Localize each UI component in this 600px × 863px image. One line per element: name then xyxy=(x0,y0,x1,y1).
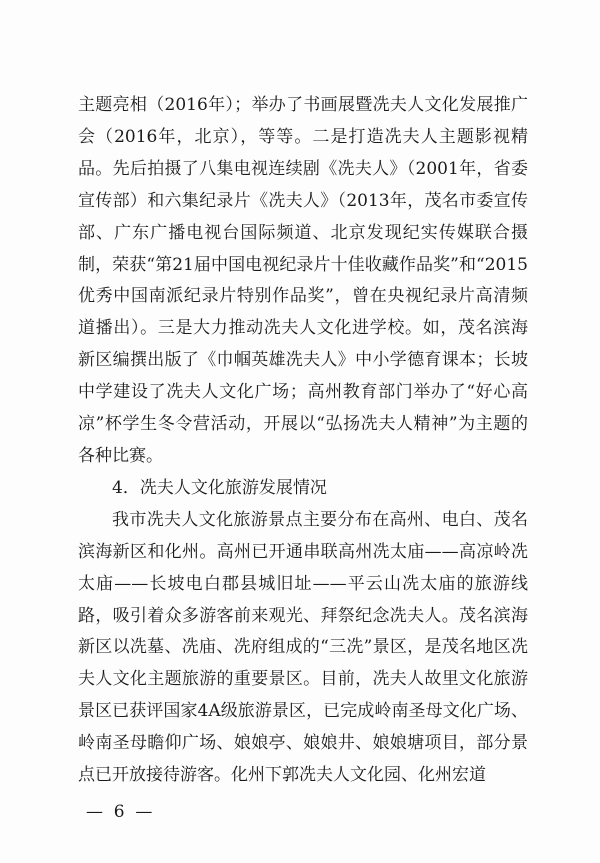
section-heading: 4．冼夫人文化旅游发展情况 xyxy=(112,477,327,498)
page-number: — 6 — xyxy=(86,802,153,822)
document-body xyxy=(78,90,528,792)
paragraph-tourism: 我市冼夫人文化旅游景点主要分布在高州、电白、茂名滨海新区和化州。高州已开通串联高州冼太庙——高凉岭冼太庙——长坡电白郡县城旧址——平云山冼太庙的旅游线路，吸引着众多游客前来观光、拜祭纪念冼夫人。茂名滨海新区以冼墓、冼庙、冼府组成的“三冼”景区，是茂名地区冼夫人文化主题旅游的重要景区。目前，冼夫人故里文化旅游景区已获评国家4A级旅游景区，已完成岭南圣母文化广场、岭南圣母瞻仰广场、娘娘亭、娘娘井、娘娘塘项目，部分景点已开放接待游客。化州下郭冼夫人文化园、化州宏道 xyxy=(78,509,528,786)
paragraph-continuation: 主题亮相（2016年）；举办了书画展暨冼夫人文化发展推广会（2016年，北京），等等。二是打造冼夫人主题影视精品。先后拍摄了八集电视连续剧《冼夫人》（2001年，省委宣传部）和六集纪录片《冼夫人》（2013年，茂名市委宣传部、广东广播电视台国际频道、北京发现纪实传媒联合摄制，荣获“第21届中国电视纪录片十佳收藏作品奖”和“2015 优秀中国南派纪录片特别作品奖”，曾在央视纪录片高清频道播出）。三是大力推动冼夫人文化进学校。如，茂名滨海新区编撰出版了《巾帼英雄冼夫人》中小学德育课本；长坡中学建设了冼夫人文化广场；高州教育部门举办了“好心高凉”杯学生冬令营活动，开展以“弘扬冼夫人精神”为主题的各种比赛。 xyxy=(78,95,528,466)
